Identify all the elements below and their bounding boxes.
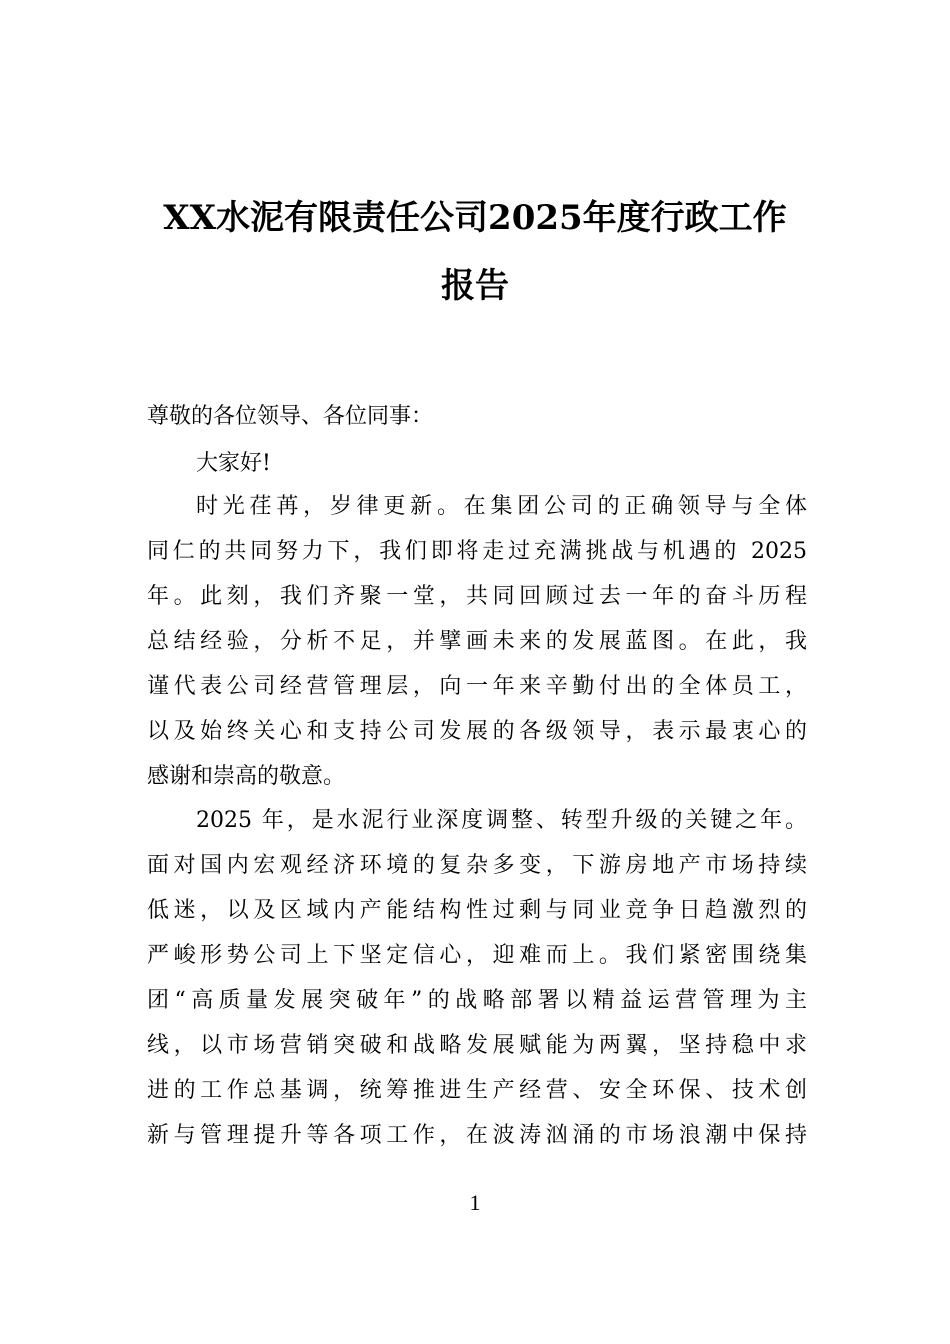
document-title-continued: 报告 xyxy=(441,266,509,306)
paragraph-2-line: 低迷，以及区域内产能结构性过剩与同业竞争日趋激烈的 xyxy=(147,898,807,923)
paragraph-2-line: 新与管理提升等各项工作，在波涛汹涌的市场浪潮中保持 xyxy=(147,1123,807,1148)
paragraph-1-line: 感谢和崇高的敬意。 xyxy=(147,764,346,789)
paragraph-2-line: 面对国内宏观经济环境的复杂多变，下游房地产市场持续 xyxy=(147,853,807,878)
paragraph-2-line: 严峻形势公司上下坚定信心，迎难而上。我们紧密围绕集 xyxy=(147,943,807,968)
document-title: XX水泥有限责任公司2025年度行政工作 xyxy=(163,198,787,238)
page-number: 1 xyxy=(469,1190,481,1215)
paragraph-2-line: 团“高质量发展突破年”的战略部署以精益运营管理为主 xyxy=(147,988,807,1013)
paragraph-1-line: 以及始终关心和支持公司发展的各级领导，表示最衷心的 xyxy=(147,719,807,744)
paragraph-2-line: 2025 年，是水泥行业深度调整、转型升级的关键之年。 xyxy=(196,808,807,833)
paragraph-2-line: 线，以市场营销突破和战略发展赋能为两翼，坚持稳中求 xyxy=(147,1033,807,1058)
salutation: 尊敬的各位领导、各位同事： xyxy=(147,404,434,429)
paragraph-1-line: 总结经验，分析不足，并擘画未来的发展蓝图。在此，我 xyxy=(147,629,807,654)
paragraph-1-line: 年。此刻，我们齐聚一堂，共同回顾过去一年的奋斗历程 xyxy=(147,584,807,609)
paragraph-1-line: 时光荏苒，岁律更新。在集团公司的正确领导与全体 xyxy=(196,494,807,519)
paragraph-1-line: 同仁的共同努力下，我们即将走过充满挑战与机遇的 2025 xyxy=(147,539,807,564)
paragraph-2-line: 进的工作总基调，统筹推进生产经营、安全环保、技术创 xyxy=(147,1078,807,1103)
greeting: 大家好! xyxy=(196,451,271,476)
paragraph-1-line: 谨代表公司经营管理层，向一年来辛勤付出的全体员工， xyxy=(147,674,807,699)
